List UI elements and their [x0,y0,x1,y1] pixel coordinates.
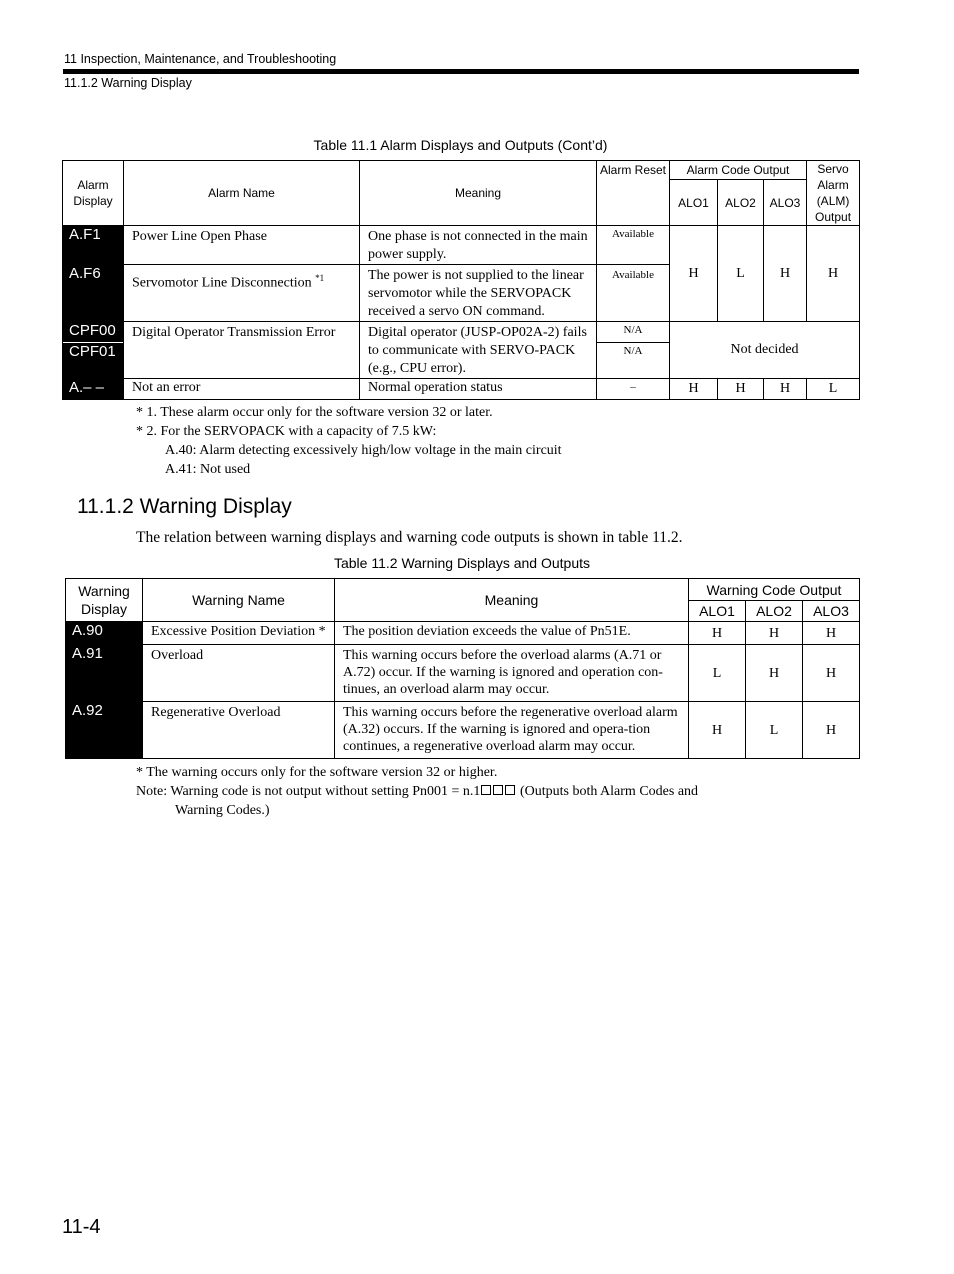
alo1-value: H [670,226,718,322]
warning-name: Overload [143,645,335,702]
warning-name: Excessive Position Deviation * [143,622,335,645]
note-text: (Outputs both Alarm Codes and [516,784,699,799]
alarm-meaning: Normal operation status [360,379,597,400]
outputs-not-decided: Not decided [670,322,860,379]
alo2-value: L [718,226,764,322]
alarm-meaning: The power is not supplied to the linear servomotor while the SERVOPACK received a servo ON command. [360,265,597,322]
alo1-value: H [670,379,718,400]
alarm-code: A.– – [63,379,124,400]
th-alo3: ALO3 [764,180,807,226]
section-intro: The relation between warning displays and warning code outputs is shown in table 11.2. [136,529,683,546]
th-meaning: Meaning [335,579,689,622]
alo3-value: H [764,226,807,322]
header-rule [63,69,859,74]
alo3-value: H [803,702,860,759]
th-alo3: ALO3 [803,601,860,622]
footnote: * The warning occurs only for the software version 32 or higher. [136,765,498,780]
alarm-name: Power Line Open Phase [124,226,360,265]
warning-code: A.90 [66,622,143,645]
alarm-code: CPF01 [63,343,123,364]
page-number: 11-4 [62,1216,101,1238]
table-row [63,379,860,400]
placeholder-box-icon [493,785,503,795]
th-alo2: ALO2 [746,601,803,622]
alarm-meaning: One phase is not connected in the main power supply. [360,226,597,265]
alarm-code: A.F1 [63,226,124,265]
alo1-value: H [689,622,746,645]
alarm-code: CPF00 [63,322,123,343]
alo3-value: H [803,645,860,702]
footnote: * 1. These alarm occur only for the software version 32 or later. [136,405,493,420]
footnote-line: A.40: Alarm detecting excessively high/low voltage in the main circuit [165,443,562,458]
running-header-chapter: 11 Inspection, Maintenance, and Troubleshooting [64,52,337,66]
placeholder-box-icon [481,785,491,795]
warning-name: Regenerative Overload [143,702,335,759]
th-warning-name: Warning Name [143,579,335,622]
warning-meaning: The position deviation exceeds the value of Pn51E. [335,622,689,645]
alarm-name: Not an error [124,379,360,400]
alarm-reset: – [597,379,670,400]
table1-caption: Table 11.1 Alarm Displays and Outputs (Cont’d) [313,137,608,153]
th-alarm-name: Alarm Name [124,161,360,226]
footnote-line: A.41: Not used [165,462,251,477]
warning-meaning: This warning occurs before the regenerative overload alarm (A.32) occurs. If the warning is ignored and opera-tion continues, a regenerative overload alarm may occur. [335,702,689,759]
placeholder-box-icon [505,785,515,795]
footnote-mark: *1 [315,273,325,283]
table1-footnotes [136,403,836,479]
alo1-value: H [689,702,746,759]
table-row [66,702,860,759]
alm-value: H [807,226,860,322]
note [136,782,836,801]
warning-meaning: This warning occurs before the overload alarms (A.71 or A.72) occur. If the warning is ignored and operation con-tinues, an overload alarm may occur. [335,645,689,702]
alo3-value: H [764,379,807,400]
table-row [66,645,860,702]
table-row [66,622,860,645]
alarm-table [62,160,860,400]
th-meaning: Meaning [360,161,597,226]
th-servo-alarm: Servo Alarm (ALM) Output [807,161,860,226]
th-alarm-reset: Alarm Reset [597,161,670,226]
alarm-reset-cell [597,322,670,379]
th-alo1: ALO1 [689,601,746,622]
alarm-reset: N/A [623,345,643,357]
warning-code: A.91 [66,645,143,702]
alarm-reset: Available [597,265,670,322]
th-alarm-code-output: Alarm Code Output [670,161,807,180]
table2-notes [136,763,836,820]
alo2-value: L [746,702,803,759]
alarm-name: Digital Operator Transmission Error [124,322,360,379]
warning-code: A.92 [66,702,143,759]
section-title: 11.1.2 Warning Display [77,495,292,518]
warning-table [65,578,860,759]
alo3-value: H [803,622,860,645]
alarm-code: A.F6 [63,265,124,322]
th-alo2: ALO2 [718,180,764,226]
th-alo1: ALO1 [670,180,718,226]
alarm-name [124,265,360,322]
alo1-value: L [689,645,746,702]
footnote: * 2. For the SERVOPACK with a capacity of 7.5 kW: [136,424,437,439]
alarm-code-cell [63,322,124,379]
alarm-name-text: Servomotor Line Disconnection [132,275,312,291]
table2-caption: Table 11.2 Warning Displays and Outputs [333,555,591,571]
alo2-value: H [746,622,803,645]
th-alarm-display: Alarm Display [63,161,124,226]
running-header-section: 11.1.2 Warning Display [64,76,192,90]
table-row [63,322,860,379]
note-continuation: Warning Codes.) [175,803,270,818]
alarm-reset: N/A [597,322,669,343]
note-text: Note: Warning code is not output without setting Pn001 = n.1 [136,784,481,799]
alm-value: L [807,379,860,400]
alo2-value: H [746,645,803,702]
table-row [63,226,860,265]
alarm-meaning: Digital operator (JUSP-OP02A-2) fails to communicate with SERVO-PACK (e.g., CPU error). [360,322,597,379]
alo2-value: H [718,379,764,400]
th-warning-display: Warning Display [66,579,143,622]
alarm-reset: Available [597,226,670,265]
th-warning-code-output: Warning Code Output [689,579,860,601]
